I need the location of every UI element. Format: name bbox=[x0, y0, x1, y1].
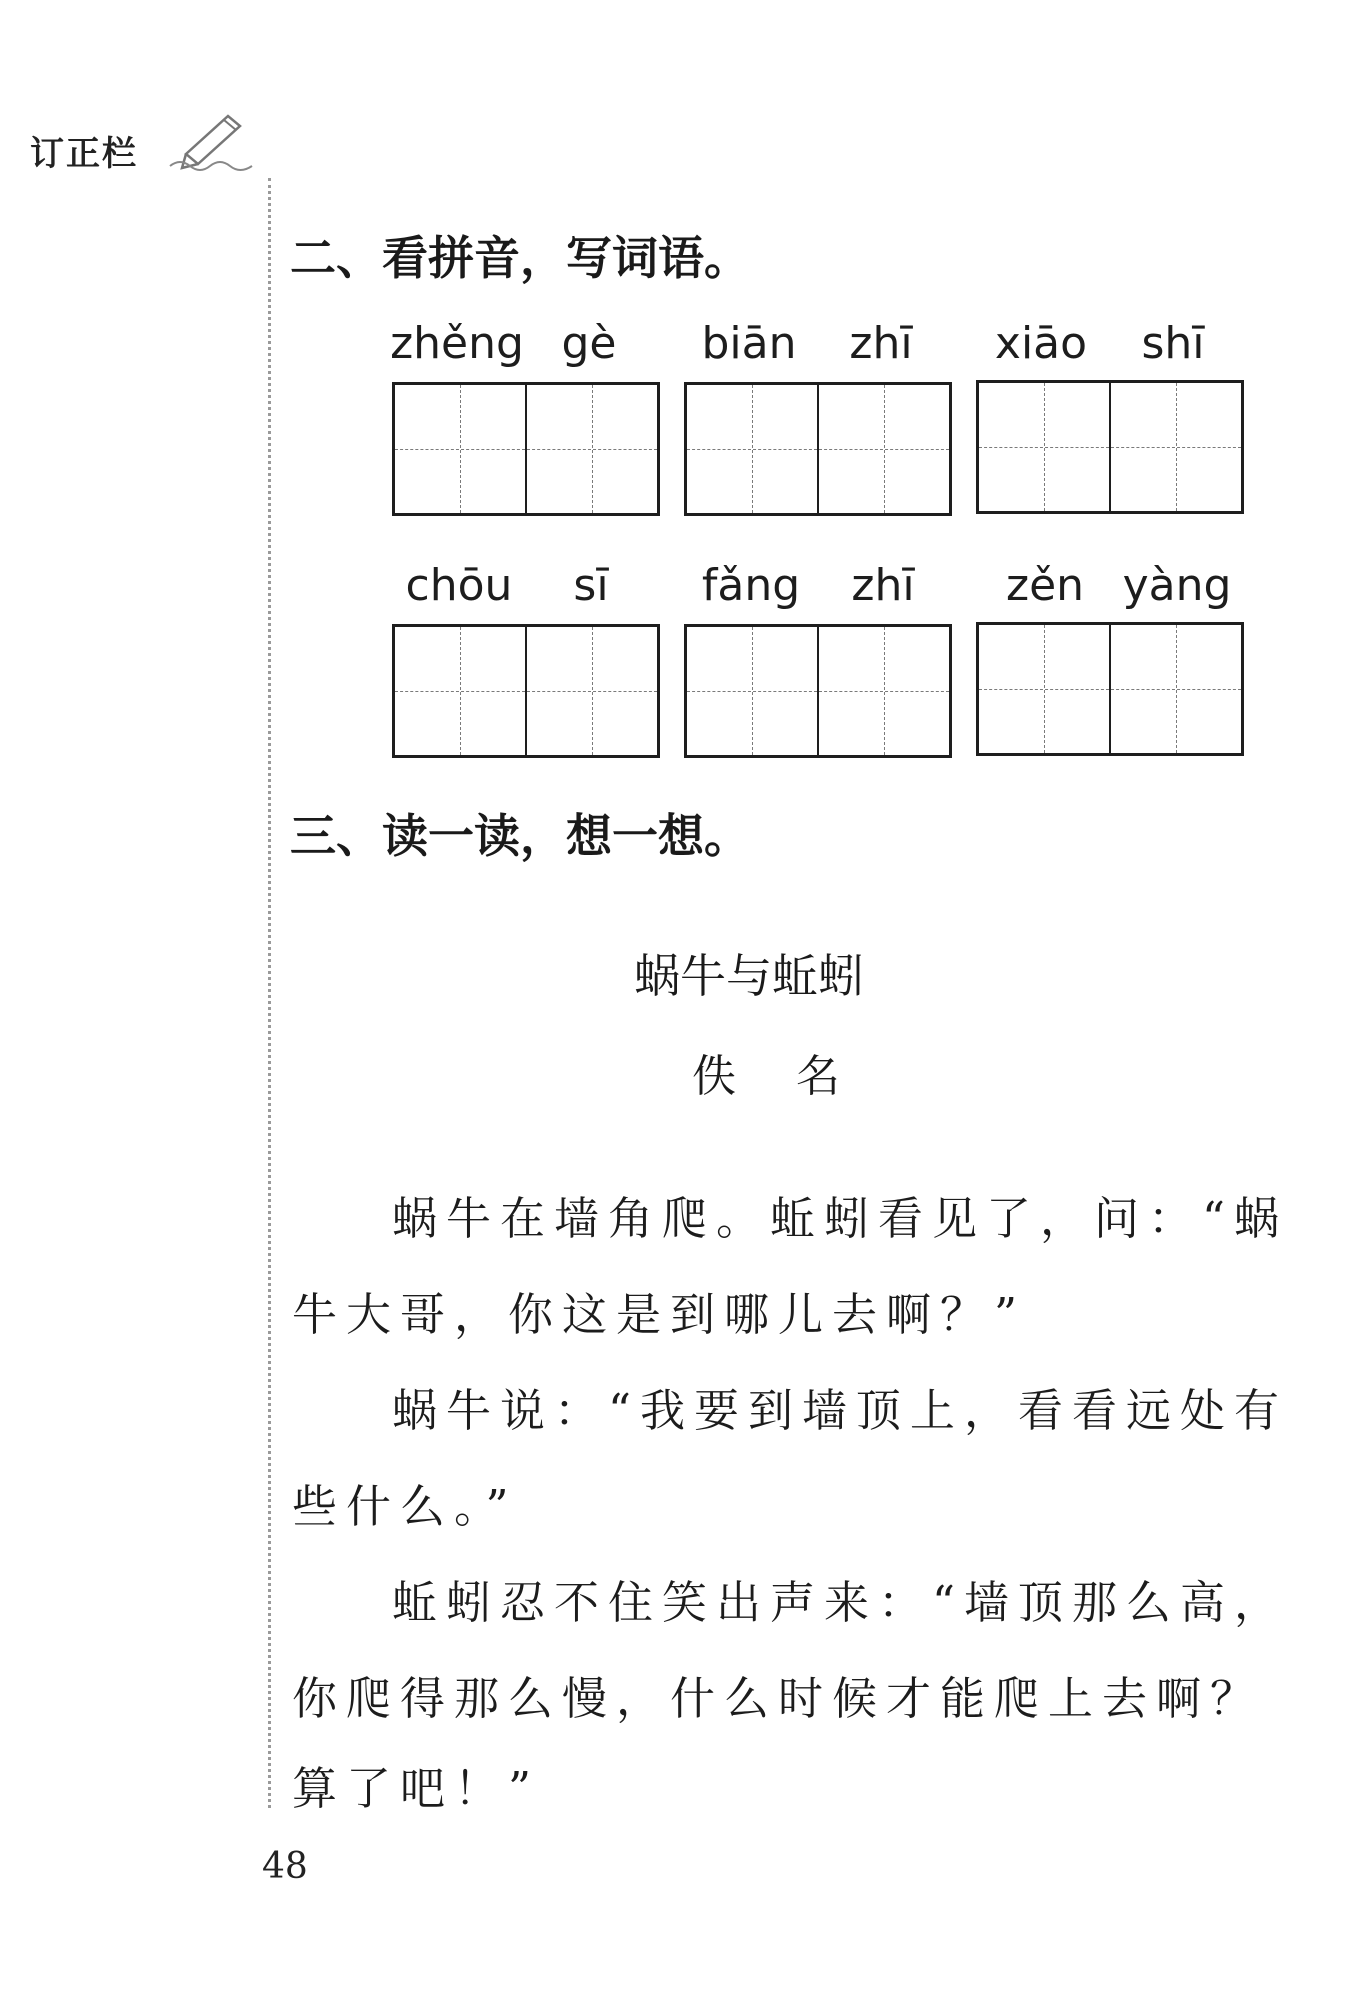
passage-line: 算了吧！” bbox=[292, 1762, 541, 1815]
correction-column-label: 订正栏 bbox=[30, 134, 138, 174]
margin-divider-line bbox=[268, 178, 271, 1808]
passage-line: 蚯蚓忍不住笑出声来：“墙顶那么高， bbox=[392, 1576, 1289, 1629]
character-cell[interactable] bbox=[979, 625, 1111, 753]
character-cell[interactable] bbox=[527, 385, 657, 513]
character-cell[interactable] bbox=[1111, 383, 1241, 511]
pinyin-syllable: gè bbox=[561, 318, 617, 369]
writing-grid[interactable] bbox=[684, 382, 952, 516]
pencil-icon bbox=[168, 110, 254, 172]
pinyin-syllable: yàng bbox=[1122, 560, 1232, 611]
section-2-heading: 二、看拼音，写词语。 bbox=[290, 231, 750, 285]
writing-grid[interactable] bbox=[976, 380, 1244, 514]
pinyin-syllable: biān bbox=[701, 318, 797, 369]
passage-line: 蜗牛在墙角爬。蚯蚓看见了，问：“蜗 bbox=[392, 1192, 1289, 1245]
character-cell[interactable] bbox=[979, 383, 1111, 511]
pinyin-syllable: sī bbox=[573, 560, 609, 611]
passage-title: 蜗牛与蚯蚓 bbox=[634, 949, 864, 1003]
writing-grid[interactable] bbox=[976, 622, 1244, 756]
passage-line: 些什么。” bbox=[292, 1480, 518, 1533]
passage-line: 蜗牛说：“我要到墙顶上，看看远处有 bbox=[392, 1384, 1289, 1437]
character-cell[interactable] bbox=[527, 627, 657, 755]
character-cell[interactable] bbox=[395, 627, 527, 755]
character-cell[interactable] bbox=[819, 627, 949, 755]
pinyin-syllable: xiāo bbox=[994, 318, 1088, 369]
character-cell[interactable] bbox=[1111, 625, 1241, 753]
pinyin-syllable: chōu bbox=[405, 560, 513, 611]
page-number: 48 bbox=[262, 1846, 308, 1887]
pinyin-syllable: zěn bbox=[1005, 560, 1085, 611]
pinyin-syllable: zhī bbox=[849, 318, 913, 369]
pinyin-syllable: fǎng bbox=[701, 560, 801, 611]
character-cell[interactable] bbox=[687, 627, 819, 755]
pinyin-syllable: zhī bbox=[851, 560, 915, 611]
character-cell[interactable] bbox=[819, 385, 949, 513]
passage-author: 佚名 bbox=[692, 1051, 900, 1102]
pinyin-syllable: zhěng bbox=[390, 318, 524, 369]
writing-grid[interactable] bbox=[684, 624, 952, 758]
character-cell[interactable] bbox=[687, 385, 819, 513]
writing-grid[interactable] bbox=[392, 382, 660, 516]
character-cell[interactable] bbox=[395, 385, 527, 513]
writing-grid[interactable] bbox=[392, 624, 660, 758]
section-3-heading: 三、读一读，想一想。 bbox=[290, 809, 750, 863]
pinyin-syllable: shī bbox=[1141, 318, 1205, 369]
passage-line: 你爬得那么慢，什么时候才能爬上去啊？ bbox=[292, 1672, 1265, 1725]
passage-line: 牛大哥，你这是到哪儿去啊？” bbox=[292, 1288, 1027, 1341]
